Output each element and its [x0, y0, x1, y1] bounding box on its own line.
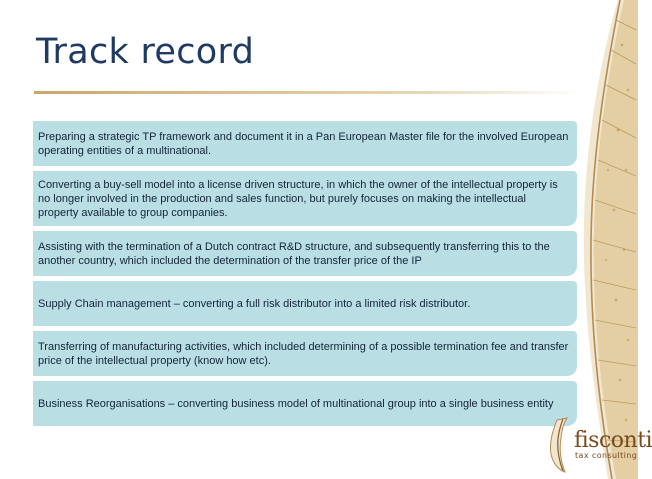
logo-tagline: tax consulting	[575, 451, 638, 460]
leaf-decoration	[578, 0, 638, 479]
slide-title: Track record	[36, 32, 255, 72]
list-item	[33, 381, 577, 426]
list-item-text: Business Reorganisations – converting business model of multinational group into a single business entity	[38, 397, 554, 410]
list-item-text: Transferring of manufacturing activities, which included determining of a possible termination fee and transfer price of the intellectual property (know how etc).	[38, 340, 569, 367]
list-item	[33, 121, 577, 166]
list-item	[33, 331, 577, 376]
list-item-text: Converting a buy-sell model into a license driven structure, in which the owner of the intellectual property is no longer involved in the production and sales function, but purely focuses on making the intellectual property available to group companies.	[38, 178, 558, 219]
list-item-text: Preparing a strategic TP framework and document it in a Pan European Master file for the involved European operating entities of a multinational.	[38, 130, 569, 157]
title-divider	[34, 91, 582, 94]
logo-name: fisconti	[574, 428, 652, 453]
list-item	[33, 171, 577, 226]
list-item	[33, 281, 577, 326]
list-item-text: Assisting with the termination of a Dutch contract R&D structure, and subsequently transferring this to the another country, which included the determination of the transfer price of the IP	[38, 240, 550, 267]
list-item	[33, 231, 577, 276]
list-item-text: Supply Chain management – converting a full risk distributor into a limited risk distributor.	[38, 297, 471, 310]
